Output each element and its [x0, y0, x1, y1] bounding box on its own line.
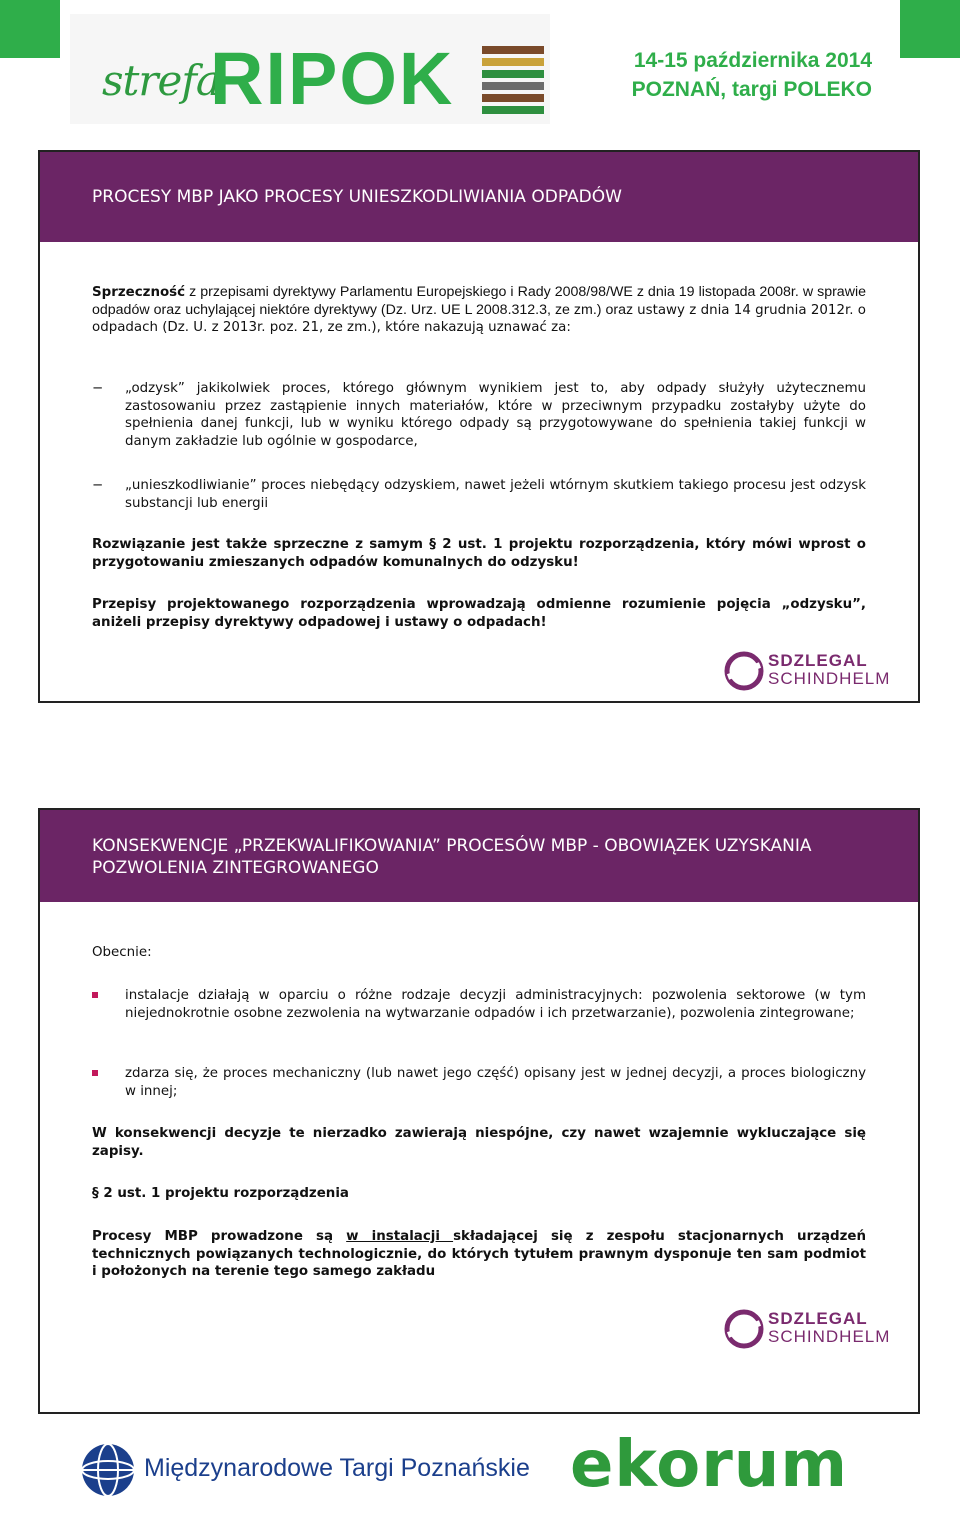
- dash-bullet: −: [92, 381, 104, 396]
- globe-icon: [80, 1442, 136, 1498]
- slide-1: [38, 150, 920, 703]
- logo-strefa-text: strefa: [102, 56, 220, 105]
- sdz-mark-icon: [724, 1309, 764, 1349]
- corner-decoration-left: [0, 0, 60, 58]
- procesy-text-b: składającej się z zespołu stacjonarnych urządzeń technicznych powiązanych technologicznie, do których tytułem prawnym dysponuje ten sam podmiot i położonych na terenie tego samego zakładu: [92, 1229, 867, 1280]
- paragraph-intro: [92, 284, 866, 337]
- strefa-ripok-logo: [70, 14, 550, 124]
- list-item-instalacje: [92, 987, 866, 1022]
- intro-text-tail: ustawy z dnia 14 grudnia 2012r. o odpadach (Dz. U. z 2013r. poz. 21, ze zm.), które nakazują uznawać za:: [92, 302, 866, 336]
- slide-2: [38, 808, 920, 1414]
- logo-stripe: [482, 46, 544, 54]
- list-item-odzysk: [92, 380, 866, 450]
- list-item-proces: [92, 1065, 866, 1100]
- event-info: [632, 46, 872, 104]
- paragraph-consequences: W konsekwencji decyzje te nierzadko zawierają niespójne, czy nawet wzajemnie wykluczające się zapisy.: [92, 1126, 866, 1159]
- event-date: 14-15 października 2014: [633, 49, 872, 72]
- mtp-text: Międzynarodowe Targi Poznańskie: [144, 1454, 530, 1482]
- procesy-text-underlined: w instalacji: [346, 1229, 454, 1244]
- event-location: POZNAŃ, targi POLEKO: [631, 78, 872, 101]
- paragraph-lead: Obecnie:: [92, 945, 152, 960]
- slide-1-title: PROCESY MBP JAKO PROCESY UNIESZKODLIWIANIA ODPADÓW: [40, 152, 918, 242]
- logo-stripes: [482, 46, 544, 118]
- sdz-line2: SCHINDHELM: [768, 669, 891, 688]
- square-bullet-icon: [92, 992, 98, 998]
- list-item-text: „odzysk” jakikolwiek proces, którego głównym wynikiem jest to, aby odpady służyły użytecznemu zastosowaniu przez zastąpienie innych materiałów, które w przeciwnym przypadku zostałyby użyte do spełnienia danej funkcji, lub w wyniku którego odpady są przygotowywane do spełnienia takiej funkcji w danym zakładzie lub ogólnie w gospodarce,: [125, 381, 866, 449]
- ekorum-logo: ekorum: [570, 1428, 849, 1502]
- logo-ripok-text: RIPOK: [210, 37, 455, 120]
- sdz-legal-logo: [724, 647, 894, 693]
- intro-text: z przepisami dyrektywy Parlamentu Europejskiego i Rady 2008/98/WE z dnia 19 listopada 2008r. w sprawie odpadów oraz uchylającej niektóre dyrektywy (Dz. Urz. UE L 2008.312.3, ze zm.) oraz: [92, 284, 866, 318]
- sdz-legal-logo: [724, 1305, 894, 1351]
- sdz-line1: SDZLEGAL: [768, 651, 868, 670]
- paragraph-solution: Rozwiązanie jest także sprzeczne z samym § 2 ust. 1 projektu rozporządzenia, który mówi wprost o przygotowaniu zmieszanych odpadów komunalnych do odzysku!: [92, 537, 866, 570]
- square-bullet-icon: [92, 1070, 98, 1076]
- logo-stripe: [482, 82, 544, 90]
- intro-bold: Sprzeczność: [92, 285, 186, 300]
- logo-stripe: [482, 70, 544, 78]
- list-item-text: zdarza się, że proces mechaniczny (lub nawet jego część) opisany jest w jednej decyzji, a proces biologiczny w innej;: [125, 1066, 866, 1099]
- mtp-logo: [80, 1436, 580, 1496]
- paragraph-section-ref: § 2 ust. 1 projektu rozporządzenia: [92, 1186, 349, 1201]
- sdz-line2: SCHINDHELM: [768, 1327, 891, 1346]
- paragraph-regulations: Przepisy projektowanego rozporządzenia wprowadzają odmienne rozumienie pojęcia „odzysku”, aniżeli przepisy dyrektywy odpadowej i ustawy o odpadach!: [92, 597, 866, 630]
- corner-decoration-right: [900, 0, 960, 58]
- logo-stripe: [482, 94, 544, 102]
- paragraph-procesy-mbp: [92, 1228, 866, 1281]
- sdz-mark-icon: [724, 651, 764, 691]
- procesy-text-a: Procesy MBP prowadzone są: [92, 1229, 347, 1244]
- logo-stripe: [482, 106, 544, 114]
- list-item-text: „unieszkodliwianie” proces niebędący odzyskiem, nawet jeżeli wtórnym skutkiem takiego procesu jest odzysk substancji lub energii: [125, 478, 866, 511]
- logo-stripe: [482, 58, 544, 66]
- list-item-text: instalacje działają w oparciu o różne rodzaje decyzji administracyjnych: pozwolenia sektorowe (w tym niejednokrotnie osobne zezwolenia na wytwarzanie odpadów i ich przetwarzanie), pozwolenia zintegrowane;: [125, 988, 866, 1021]
- slide-2-title: KONSEKWENCJE „PRZEKWALIFIKOWANIA” PROCESÓW MBP - OBOWIĄZEK UZYSKANIA POZWOLENIA ZINTEGROWANEGO: [40, 810, 918, 902]
- dash-bullet: −: [92, 478, 104, 493]
- sdz-line1: SDZLEGAL: [768, 1309, 868, 1328]
- list-item-unieszkodliwianie: [92, 477, 866, 512]
